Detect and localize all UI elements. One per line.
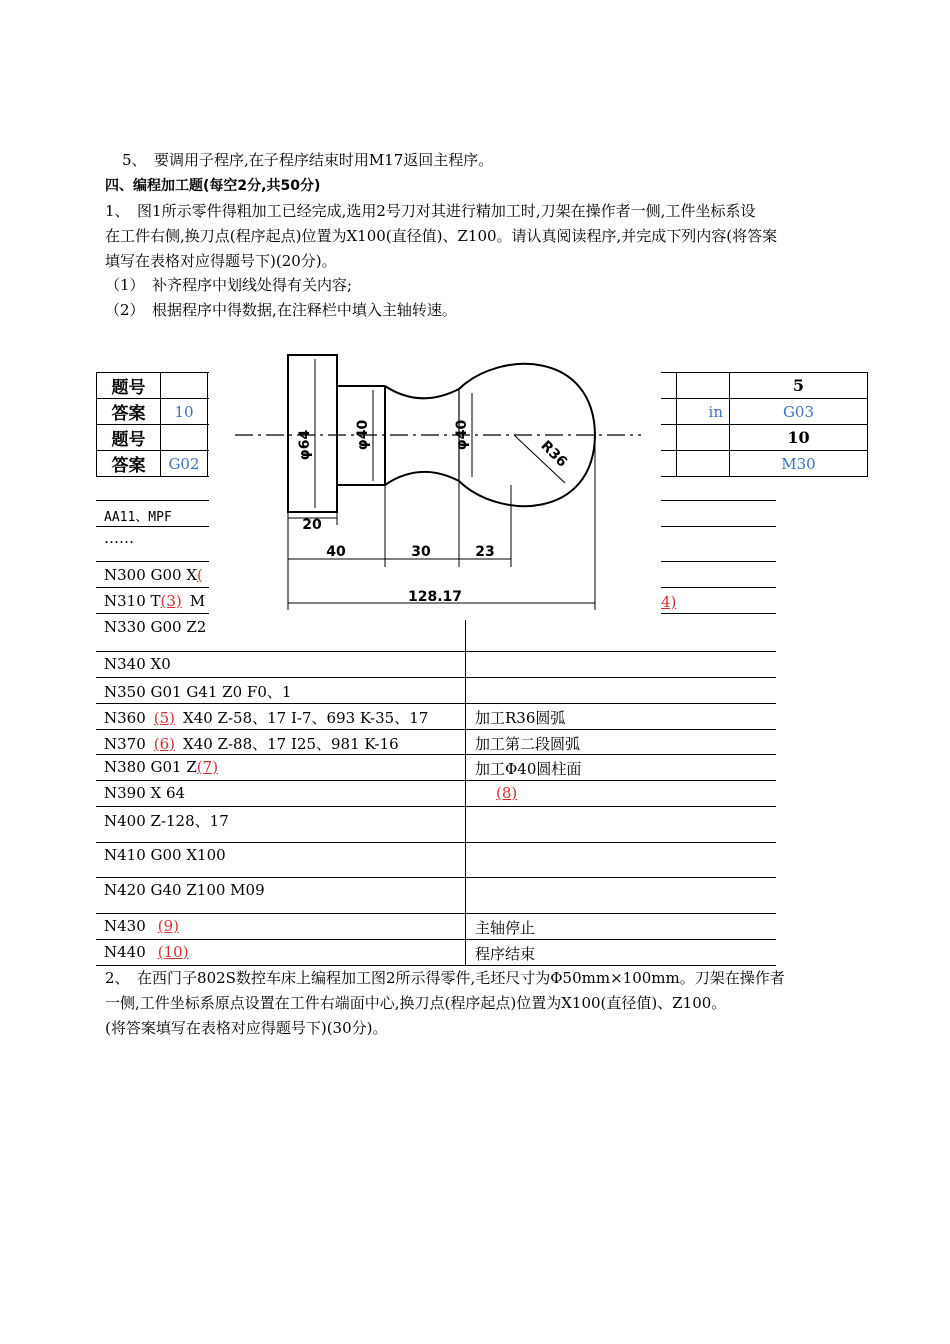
line-n380: N380 G01 Z(7) [104,758,219,776]
blank-10: (10) [157,943,189,961]
dim-40: 40 [326,544,346,560]
comment-n430: 主轴停止 [475,919,536,937]
dim-23: 23 [475,544,495,560]
blank-6: (6) [153,735,176,753]
comment-n360: 加工R36圆弧 [475,709,566,727]
grid-label-number-2: 题号 [97,425,161,451]
comment-n380: 加工Φ40圆柱面 [475,760,582,778]
comment-n370: 加工第二段圆弧 [475,735,581,753]
line-n370: N370 (6) X40 Z-88、17 I25、981 K-16 [104,735,399,753]
line-n420: N420 G40 Z100 M09 [104,881,265,899]
dim-20: 20 [302,517,322,533]
q2-line2: 一侧,工件坐标系原点设置在工件右端面中心,换刀点(程序起点)位置为X100(直径值)、Z100。 [105,994,727,1012]
section-title: 四、编程加工题(每空2分,共50分) [105,178,321,194]
line-n350: N350 G01 G41 Z0 F0、1 [104,683,292,701]
dim-total: 128.17 [407,589,463,605]
grid-answer-4: in [677,399,730,425]
grid-answer-1: 10 [161,399,208,425]
program-ellipsis: …… [104,529,134,547]
dim-r36: R36 [537,437,571,471]
comment-n440: 程序结束 [475,945,536,963]
line-n310: N310 T(3) M [104,592,206,610]
part-drawing [209,345,661,615]
line-n330: N330 G00 Z2 [104,618,207,636]
q2-line3: (将答案填写在表格对应得题号下)(30分)。 [105,1019,388,1037]
line-n400: N400 Z-128、17 [104,812,229,830]
grid-number-10: 10 [730,425,868,451]
dim-d40b: φ40 [454,419,470,451]
item-5-text: 5、 要调用子程序,在子程序结束时用M17返回主程序。 [122,151,494,169]
blank-5: (5) [153,709,176,727]
line-n360: N360 (5) X40 Z-58、17 I-7、693 K-35、17 [104,709,429,727]
q2-line1: 2、 在西门子802S数控车床上编程加工图2所示得零件,毛坯尺寸为Φ50mm×100mm。刀架在操作者 [105,969,785,987]
line-n390: N390 X 64 [104,784,186,802]
blank-4: 4) [661,593,677,611]
blank-9: (9) [157,917,180,935]
q1-sub1: （1） 补齐程序中划线处得有关内容; [105,276,353,294]
q1-sub2: （2） 根据程序中得数据,在注释栏中填入主轴转速。 [105,301,457,319]
grid-label-number: 题号 [97,373,161,399]
dim-d64: φ64 [297,429,313,461]
blank-8: (8) [496,784,518,802]
dim-30: 30 [411,544,431,560]
line-n410: N410 G00 X100 [104,846,226,864]
dim-d40a: φ40 [355,419,371,451]
grid-number-5: 5 [730,373,868,399]
program-filename: AA11、MPF [104,510,172,525]
grid-label-answer: 答案 [97,399,161,425]
blank-3: (3) [160,592,182,610]
line-n430: N430 (9) [104,917,180,935]
q1-line2: 在工件右侧,换刀点(程序起点)位置为X100(直径值)、Z100。请认真阅读程序,并完成下列内容(将答案 [105,227,778,245]
part-drawing-svg [209,345,661,615]
line-n300: N300 G00 X( [104,566,203,584]
q1-line3: 填写在表格对应得题号下)(20分)。 [105,252,337,270]
grid-answer-5: G03 [730,399,868,425]
line-n440: N440 (10) [104,943,189,961]
q1-line1: 1、 图1所示零件得粗加工已经完成,选用2号刀对其进行精加工时,刀架在操作者一侧,工件坐标系设 [105,202,756,220]
line-n340: N340 X0 [104,655,171,673]
blank-2: ( [197,566,203,584]
grid-answer-6: G02 [161,451,208,477]
grid-answer-10: M30 [730,451,868,477]
grid-label-answer-2: 答案 [97,451,161,477]
blank-7: (7) [196,758,219,776]
